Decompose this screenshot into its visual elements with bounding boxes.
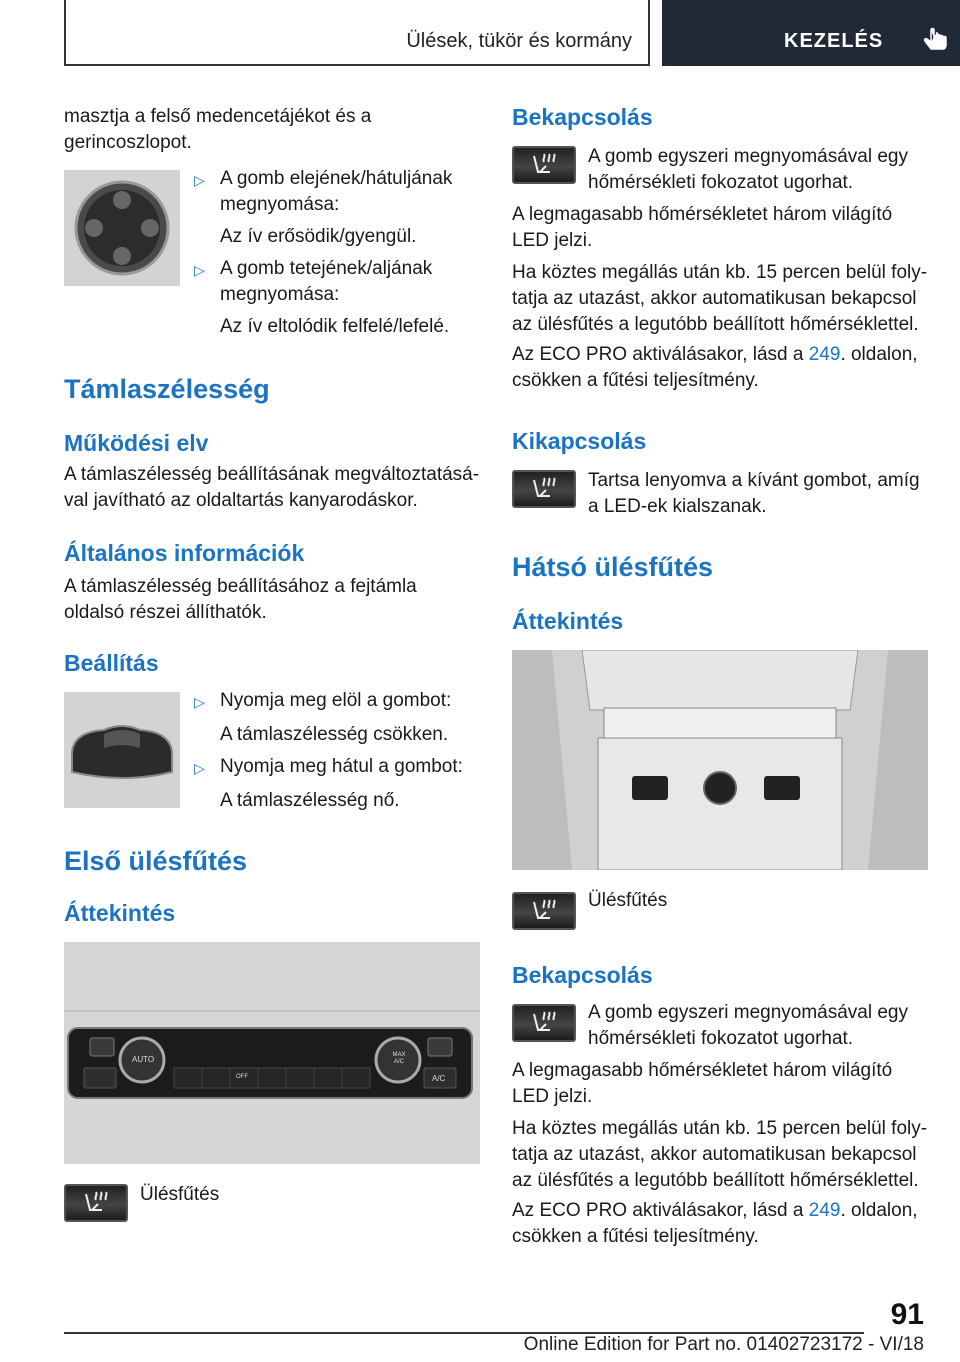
eco-pro-text-rear: Az ECO PRO aktiválásakor, lásd a 249. oldalon, csökken a fűtési teljesítmény. bbox=[512, 1200, 918, 1247]
page-link-249[interactable]: 249 bbox=[808, 1200, 841, 1221]
seat-heating-button-icon bbox=[512, 892, 576, 930]
setting-item-1-result: A támlaszélesség csökken. bbox=[220, 724, 449, 745]
heading-overview-front: Áttekintés bbox=[64, 900, 176, 926]
switch-on-text: A gomb egyszeri megnyomásával egy hőmérsékleti fokozatot ugorhat. bbox=[588, 146, 908, 193]
seat-heating-button-icon bbox=[512, 470, 576, 508]
page-number: 91 bbox=[890, 1298, 924, 1331]
heading-general-info: Általános információk bbox=[64, 540, 305, 566]
bullet-triangle: ▷ bbox=[194, 760, 205, 776]
hand-pointer-icon bbox=[922, 26, 952, 56]
switch-on-text-rear: A gomb egyszeri megnyomásával egy hőmérsékleti fokozatot ugorhat. bbox=[588, 1002, 908, 1049]
switch-off-text: Tartsa lenyomva a kívánt gombot, amíg a LED-ek kialszanak. bbox=[588, 470, 920, 517]
setting-item-2-title: Nyomja meg hátul a gombot: bbox=[220, 756, 463, 777]
bullet-triangle: ▷ bbox=[194, 172, 205, 188]
lumbar-knob-image bbox=[64, 170, 180, 286]
section-title: Ülések, tükör és kormány bbox=[406, 30, 632, 52]
heading-backrest-width: Támlaszélesség bbox=[64, 374, 270, 404]
header-section-box bbox=[64, 0, 650, 66]
seat-heating-button-icon bbox=[512, 1004, 576, 1042]
auto-resume-text: Ha köztes megállás után kb. 15 percen belül foly-tatja az utazást, akkor automatikusan bekapcsol az ülésfűtés a legutóbb beállított hőmérséklettel. bbox=[512, 262, 928, 335]
backrest-button-image bbox=[64, 692, 180, 808]
climate-panel-image bbox=[64, 942, 480, 1164]
panel-ac-label: A/C bbox=[432, 1074, 446, 1083]
principle-text: A támlaszélesség beállításának megváltoztatásá-val javítható az oldaltartás kanyarodáskor. bbox=[64, 464, 480, 511]
led-text-rear: A legmagasabb hőmérsékletet három világító LED jelzi. bbox=[512, 1060, 893, 1107]
auto-resume-text-rear: Ha köztes megállás után kb. 15 percen belül foly-tatja az utazást, akkor automatikusan bekapcsol az ülésfűtés a legutóbb beállított hőmérséklettel. bbox=[512, 1118, 928, 1191]
intro-text: masztja a felső medencetájékot és a gerincoszlopot. bbox=[64, 106, 372, 153]
heading-setting: Beállítás bbox=[64, 650, 159, 676]
eco-pro-text: Az ECO PRO aktiválásakor, lásd a 249. oldalon, csökken a fűtési teljesítmény. bbox=[512, 344, 918, 391]
panel-auto-label: AUTO bbox=[132, 1055, 155, 1064]
lumbar-item-2-title: A gomb tetejének/aljának megnyomása: bbox=[220, 258, 433, 305]
heading-front-seat-heating: Első ülésfűtés bbox=[64, 846, 248, 876]
heading-switch-off: Kikapcsolás bbox=[512, 428, 647, 454]
bullet-triangle: ▷ bbox=[194, 262, 205, 278]
lumbar-item-2-result: Az ív eltolódik felfelé/lefelé. bbox=[220, 316, 450, 337]
setting-item-2-result: A támlaszélesség nő. bbox=[220, 790, 400, 811]
setting-item-1-title: Nyomja meg elöl a gombot: bbox=[220, 690, 452, 711]
heading-switch-on: Bekapcsolás bbox=[512, 104, 653, 130]
heading-rear-seat-heating: Hátsó ülésfűtés bbox=[512, 552, 714, 582]
heading-principle: Működési elv bbox=[64, 430, 209, 456]
panel-off-label: OFF bbox=[236, 1074, 248, 1080]
rear-console-image bbox=[512, 650, 928, 870]
footer-edition: Online Edition for Part no. 01402723172 - VI/18 bbox=[523, 1334, 924, 1355]
panel-max-label: MAX A/C bbox=[392, 1052, 406, 1065]
chapter-tab[interactable] bbox=[662, 0, 960, 66]
seat-heating-caption-rear: Ülésfűtés bbox=[588, 890, 668, 911]
seat-heating-caption-front: Ülésfűtés bbox=[140, 1184, 220, 1205]
seat-heating-button-icon bbox=[64, 1184, 128, 1222]
seat-heating-button-icon bbox=[512, 146, 576, 184]
bullet-triangle: ▷ bbox=[194, 694, 205, 710]
heading-switch-on-rear: Bekapcsolás bbox=[512, 962, 653, 988]
heading-overview-rear: Áttekintés bbox=[512, 608, 624, 634]
general-info-text: A támlaszélesség beállításához a fejtámla oldalsó részei állíthatók. bbox=[64, 576, 417, 623]
lumbar-item-1-result: Az ív erősödik/gyengül. bbox=[220, 226, 417, 247]
chapter-label: KEZELÉS bbox=[784, 30, 884, 52]
led-text: A legmagasabb hőmérsékletet három világító LED jelzi. bbox=[512, 204, 893, 251]
lumbar-item-1-title: A gomb elejének/hátuljának megnyomása: bbox=[220, 168, 453, 215]
page-link-249[interactable]: 249 bbox=[808, 344, 841, 365]
